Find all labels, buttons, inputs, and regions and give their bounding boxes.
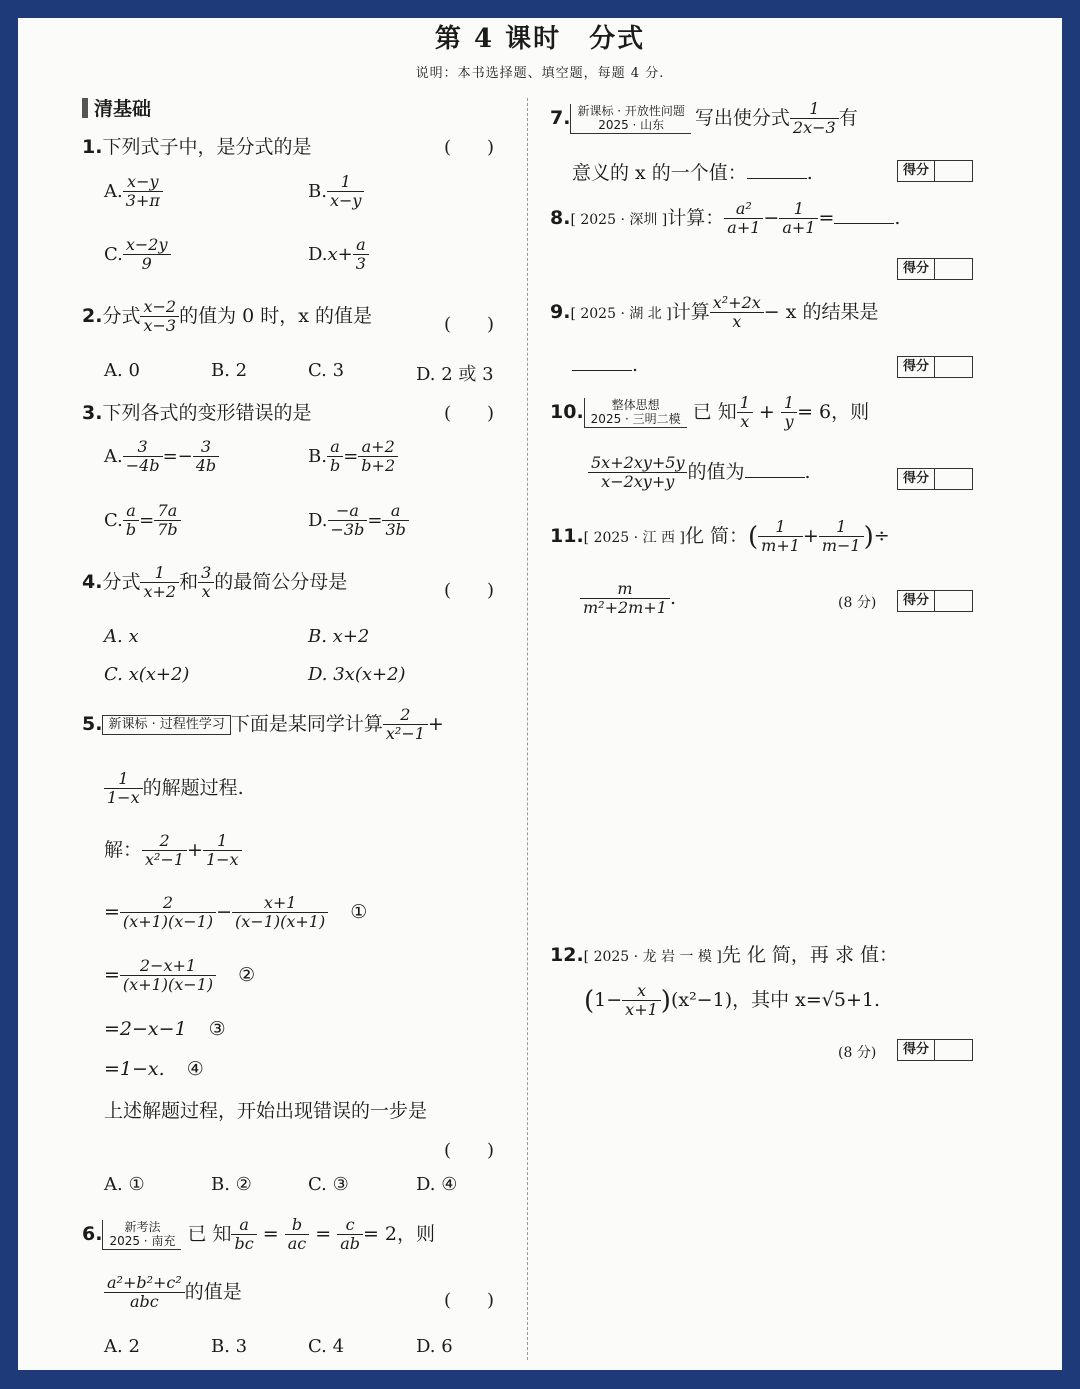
option-c: C. ③ (308, 1174, 349, 1195)
option-b: B. $\frac{1}{x-y}$ (308, 173, 364, 211)
answer-blank[interactable] (747, 178, 807, 179)
option-a: A. 2 (104, 1336, 140, 1357)
question-6-stem-cont: $\frac{\text{a²+b²+c²}}{\text{abc}}$ 的值是 (104, 1274, 242, 1312)
option-a: A. $\frac{x-y}{3+\pi}$ (104, 173, 163, 211)
question-11-stem: 11.[ 2025 · 江 西 ]化 简：( $\frac{1}{m+1}$ + $\frac{1}{m-1}$ )÷ (550, 517, 890, 556)
score-box[interactable]: 得分 (897, 356, 973, 378)
option-c: C. $\frac{a}{b}$ = $\frac{7a}{7b}$ (104, 502, 181, 540)
option-a: A. ① (104, 1174, 145, 1195)
question-tag: 整体思想 2025 · 三明二模 (584, 398, 687, 428)
score-box[interactable]: 得分 (897, 258, 973, 280)
question-10-stem: 10. 整体思想 2025 · 三明二模 已 知 $\frac{1}{x}$ + $\frac{1}{y}$ = 6，则 (550, 393, 870, 432)
solution-line-1: = $\frac{2}{(x+1)(x-1)}$ − $\frac{x+1}{(x-1)(x+1)}$ ① (104, 893, 368, 932)
points-label: (8 分) (838, 595, 877, 611)
answer-paren: ( ) (444, 1290, 495, 1311)
answer-paren: ( ) (444, 1140, 495, 1161)
score-box[interactable]: 得分 (897, 1039, 973, 1061)
points-label: (8 分) (838, 1045, 877, 1061)
question-10-line2: $\frac{5x+2xy+5y}{x-2xy+y}$ 的值为 . (588, 454, 811, 492)
solution-line-4: =1−x. ④ (104, 1058, 204, 1080)
option-d: D. ④ (416, 1174, 458, 1195)
question-tag: 新课标 · 开放性问题 2025 · 山东 (570, 104, 690, 134)
question-5-stem-cont: $\frac{1}{1-x}$ 的解题过程. (104, 770, 244, 808)
question-4-stem: 4.分式 $\frac{1}{x+2}$ 和 $\frac{3}{x}$ 的最简公分母是 (82, 563, 348, 602)
option-d: D. $\frac{-a}{-3b}$ = $\frac{a}{3b}$ (308, 502, 409, 540)
question-12-expr: (1− $\frac{x}{x+1}$ )(x²−1)，其中 x=√5+1. (584, 981, 881, 1020)
option-a: A. x (104, 626, 139, 647)
question-6-stem: 6. 新考法 2025 · 南充 已 知 $\frac{a}{bc}$ = $\frac{b}{ac}$ = $\frac{c}{ab}$ = 2，则 (82, 1215, 436, 1254)
answer-blank[interactable] (572, 370, 632, 371)
question-1-stem: 1.下列式子中，是分式的是 (82, 136, 312, 158)
option-b: B. $\frac{a}{b}$ = $\frac{a+2}{b+2}$ (308, 438, 398, 476)
question-9-stem: 9.[ 2025 · 湖 北 ]计算 $\frac{\text{x²+2x}}{x}$ − x 的结果是 (550, 293, 879, 332)
option-b: B. 2 (211, 360, 248, 381)
question-8-stem: 8.[ 2025 · 深圳 ]计算： $\frac{\text{a²}}{a+1}$ − $\frac{1}{a+1}$ = . (550, 199, 901, 238)
question-7-line2: 意义的 x 的一个值： . (572, 162, 813, 184)
answer-paren: ( ) (444, 403, 495, 424)
option-a: A. $\frac{3}{-4b}$ =− $\frac{3}{4b}$ (104, 438, 219, 476)
question-7-stem: 7. 新课标 · 开放性问题 2025 · 山东 写出使分式 $\frac{1}{2x-3}$ 有 (550, 99, 858, 138)
option-b: B. ② (211, 1174, 252, 1195)
option-c: C. 3 (308, 360, 345, 381)
answer-paren: ( ) (444, 137, 495, 158)
option-d: D.x+ $\frac{a}{3}$ (308, 236, 369, 274)
option-d: D. 3x(x+2) (308, 664, 406, 685)
option-c: C. x(x+2) (104, 664, 190, 685)
question-5-ask: 上述解题过程，开始出现错误的一步是 (104, 1100, 428, 1122)
answer-blank[interactable] (834, 223, 894, 224)
solution-line-0: 解： $\frac{2}{\text{x²−1}}$ + $\frac{1}{1-x}$ (104, 832, 242, 870)
question-9-line2: . (572, 354, 638, 376)
question-3-stem: 3.下列各式的变形错误的是 (82, 402, 312, 424)
section-heading: 清基础 (82, 94, 151, 121)
question-tag: 新课标 · 过程性学习 (102, 715, 230, 735)
option-d: D. 2 或 3 (416, 364, 494, 385)
page-title: 第 4 课时 分式 (434, 24, 646, 54)
score-box[interactable]: 得分 (897, 590, 973, 612)
question-5-stem: 5. 新课标 · 过程性学习 下面是某同学计算 $\frac{2}{\text{x²−1}}$ + (82, 705, 444, 744)
question-11-line2: $\frac{m}{\text{m²+2m+1}}$ . (580, 580, 676, 618)
solution-line-2: = $\frac{2-x+1}{(x+1)(x-1)}$ ② (104, 956, 256, 995)
option-c: C. 4 (308, 1336, 345, 1357)
question-12-stem: 12.[ 2025 · 龙 岩 一 模 ]先 化 简，再 求 值： (550, 944, 898, 966)
option-b: B. 3 (211, 1336, 248, 1357)
score-box[interactable]: 得分 (897, 160, 973, 182)
answer-paren: ( ) (444, 580, 495, 601)
section-bar-icon (82, 98, 88, 118)
option-c: C. $\frac{x-2y}{9}$ (104, 236, 171, 274)
question-2-stem: 2.分式 $\frac{x-2}{x-3}$ 的值为 0 时，x 的值是 (82, 297, 373, 336)
solution-line-3: =2−x−1 ③ (104, 1018, 226, 1040)
question-tag: 新考法 2025 · 南充 (102, 1220, 181, 1250)
column-divider (527, 98, 528, 1360)
option-b: B. x+2 (308, 626, 370, 647)
option-d: D. 6 (416, 1336, 453, 1357)
score-box[interactable]: 得分 (897, 468, 973, 490)
answer-blank[interactable] (745, 477, 805, 478)
option-a: A. 0 (104, 360, 140, 381)
answer-paren: ( ) (444, 314, 495, 335)
instructions-note: 说明：本书选择题、填空题，每题 4 分. (415, 66, 665, 81)
worksheet-page (18, 18, 1062, 1370)
